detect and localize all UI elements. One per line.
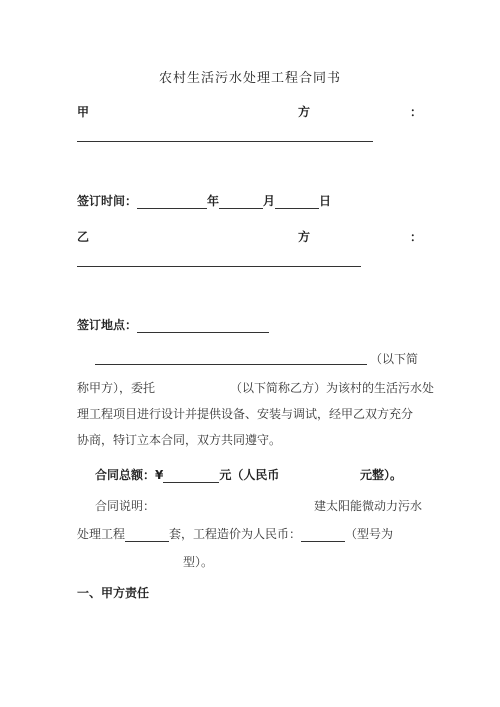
sign-day-label: 日 (319, 194, 332, 208)
sign-place-row (77, 316, 269, 333)
intro-line3: 理工程项目进行设计并提供设备、安装与调试，经甲乙双方充分 (77, 407, 414, 421)
desc-sets-field[interactable] (125, 527, 169, 542)
total-yuan-label: 元（人民币 (219, 468, 280, 482)
party-b-char2: 方 (298, 230, 311, 244)
desc-line2 (77, 525, 393, 542)
desc-line3: 型）。 (183, 555, 214, 569)
currency-symbol: ¥ (155, 468, 164, 482)
intro-line2a: 称甲方），委托 (77, 381, 156, 395)
party-a-name-field[interactable] (95, 364, 367, 365)
intro-line4: 协商，特订立本合同，双方共同遵守。 (77, 433, 282, 447)
party-a-char2: 方 (298, 105, 311, 119)
sign-place-label: 签订地点： (77, 318, 138, 332)
document-title: 农村生活污水处理工程合同书 (158, 71, 341, 86)
party-a-char1: 甲 (77, 105, 90, 119)
section-heading: 一、甲方责任 (77, 586, 150, 600)
desc-line2a: 处理工程 (77, 527, 126, 541)
total-end: 元整）。 (360, 468, 403, 482)
sign-year-field[interactable] (137, 194, 207, 209)
party-b-char1: 乙 (77, 230, 90, 244)
total-amount-field[interactable] (163, 468, 219, 483)
sign-month-label: 月 (263, 194, 276, 208)
desc-line2c: （型号为 (345, 527, 394, 541)
desc-line2b: 套，工程造价为人民币： (169, 527, 302, 541)
sign-day-field[interactable] (275, 194, 319, 209)
sign-time-label: 签订时间： (77, 194, 138, 208)
party-b-colon: ： (410, 230, 423, 244)
total-label: 合同总额： (95, 468, 156, 482)
intro-line1-suffix: （以下简 (370, 352, 419, 366)
desc-price-field[interactable] (301, 527, 345, 542)
desc-right: 建太阳能微动力污水 (314, 499, 423, 513)
party-a-colon: ： (410, 105, 423, 119)
party-a-underline[interactable] (77, 141, 373, 142)
intro-line2b: （以下简称乙方）为该村的生活污水处 (230, 381, 435, 395)
sign-year-label: 年 (207, 194, 220, 208)
party-b-underline[interactable] (77, 266, 361, 267)
sign-place-field[interactable] (137, 318, 269, 333)
sign-month-field[interactable] (219, 194, 263, 209)
desc-label: 合同说明： (95, 499, 156, 513)
sign-time-row (77, 192, 331, 209)
total-row (95, 466, 279, 483)
